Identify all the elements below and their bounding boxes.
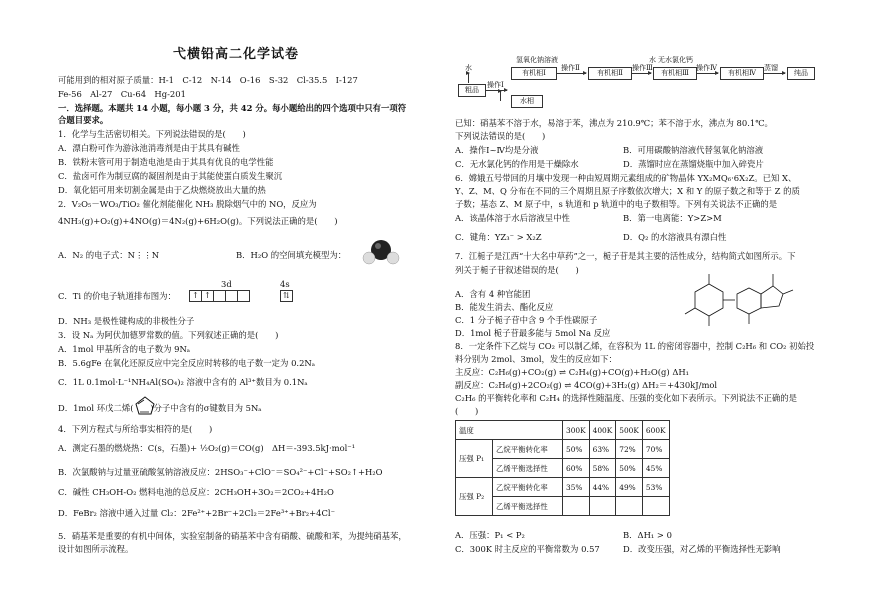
question-6-line2: Y、Z、M、Q 分布在不同的三个周期且原子序数依次增大；X 和 Y 的原子数之和等于 Z 的质 [455, 186, 800, 196]
q5-prompt: 下列说法错误的是( ) [455, 131, 546, 141]
section-heading-line2: 合题目要求。 [58, 115, 109, 125]
atomic-masses-line2: Fe-56 Al-27 Cu-64 Hg-201 [58, 89, 186, 99]
flow-crude-box: 粗品 [458, 84, 486, 97]
question-7-line1: 7．江栀子是江西“十大名中草药”之一，栀子苷是其主要的活性成分，结构简式如图所示。下 [455, 251, 796, 261]
q8-option-c: C．300K 时主反应的平衡常数为 0.57 [455, 544, 600, 554]
flow-pure-product-box: 纯品 [787, 67, 815, 80]
table-row-label-conv: 乙烷平衡转化率 [493, 478, 563, 497]
flow-op1-label: 操作Ⅰ [487, 81, 504, 89]
table-row [456, 421, 670, 440]
table-cell: 49% [616, 478, 643, 497]
question-7-line2: 列关于栀子苷叙述错误的是( ) [455, 265, 579, 275]
q8-option-b: B．ΔH₁ > 0 [623, 530, 672, 540]
water-space-filling-model [358, 236, 404, 268]
table-row-label-conv: 乙烷平衡转化率 [493, 440, 563, 459]
q3-option-c: C．1L 0.1mol·L⁻¹NH₄Al(SO₄)₂ 溶液中含有的 Al³⁺数目为 0.1Nₐ [58, 377, 308, 387]
q8-data-table [455, 420, 670, 516]
q4-option-a: A．测定石墨的燃烧热：C(s，石墨)+ ½O₂(g)＝CO(g) ΔH＝-393.5kJ·mol⁻¹ [58, 443, 356, 453]
q5-option-b: B．可用碳酸钠溶液代替氢氧化钠溶液 [623, 145, 764, 155]
question-1: 1．化学与生活密切相关。下列说法错误的是( ) [58, 129, 246, 139]
table-header-500k: 500K [616, 421, 643, 440]
q7-option-b: B．能发生消去、酯化反应 [455, 302, 554, 312]
q8-table-intro: C₂H₆ 的平衡转化率和 C₂H₄ 的选择性随温度、压强的变化如下表所示。下列说法不正确的是 [455, 393, 797, 403]
flow-organic-phase-4: 有机相Ⅳ [720, 67, 764, 80]
q5-given-info: 已知：硝基苯不溶于水，易溶于苯，沸点为 210.9℃；苯不溶于水，沸点为 80.1℃。 [455, 118, 773, 128]
table-pressure-p2: 压强 P₂ [456, 478, 493, 516]
section-heading-line1: 一．选择题。本题共 14 小题，每小题 3 分，共 42 分。每小题给出的四个选项中只有一项符 [58, 103, 407, 113]
question-8-line1: 8．一定条件下乙烷与 CO₂ 可以制乙烯，在容积为 1L 的密闭容器中，控制 C₂H₆ 和 CO₂ 初始投 [455, 341, 815, 351]
q2-option-c: C．Ti 的价电子轨道排布图为： [58, 291, 176, 301]
q6-option-d: D．Q₂ 的水溶液具有漂白性 [623, 232, 727, 242]
table-header-400k: 400K [589, 421, 616, 440]
table-pressure-p1: 压强 P₁ [456, 440, 493, 478]
orbital-3d-2: ↑ [201, 290, 214, 302]
q1-option-d: D．氧化铝可用来切割金属是由于乙炔燃烧放出大量的热 [58, 185, 266, 195]
q8-answer-blank: ( ) [455, 406, 479, 416]
question-8-line2: 料分别为 2mol、3mol，发生的反应如下： [455, 354, 617, 364]
table-cell: 35% [563, 478, 590, 497]
q4-option-d: D．FeBr₂ 溶液中通入过量 Cl₂：2Fe²⁺+2Br⁻+2Cl₂＝2Fe³⁺+Br₂+4Cl⁻ [58, 508, 335, 518]
question-4: 4．下列方程式与所给事实相符的是( ) [58, 424, 213, 434]
flow-arrow-2 [556, 73, 586, 74]
table-row-label-sel: 乙烯平衡选择性 [493, 459, 563, 478]
q6-option-b: B．第一电离能：Y>Z>M [623, 213, 722, 223]
flow-arrow-water1 [468, 73, 469, 83]
table-row-label-sel: 乙烯平衡选择性 [493, 497, 563, 516]
q2-option-a: A．N₂ 的电子式：N⋮⋮N [58, 250, 160, 260]
q5-option-d: D．蒸馏时应在蒸馏烧瓶中加入碎瓷片 [623, 159, 764, 169]
q7-option-a: A．含有 4 种官能团 [455, 289, 531, 299]
table-cell: 50% [616, 459, 643, 478]
q1-option-b: B．铁粉末管可用于制造电池是由于其具有优良的电学性能 [58, 157, 274, 167]
table-header-temp: 温度 [456, 421, 563, 440]
q3-option-a: A．1mol 甲基所含的电子数为 9Nₐ [58, 344, 190, 354]
orbital-4s: ⇅ [280, 290, 293, 302]
question-6-line1: 6．嫦娥五号带回的月壤中发现一种由短周期元素组成的矿物晶体 YX₂MQ₆·6X₂Z。已知 X、 [455, 173, 797, 183]
flow-arrow-4 [696, 73, 718, 74]
q2-equation: 4NH₃(g)+O₂(g)+4NO(g)＝4N₂(g)+6H₂O(g)。下列说法正确的是( ) [58, 216, 338, 226]
q1-option-c: C．盐卤可作为制豆腐的凝固剂是由于其能使蛋白质发生聚沉 [58, 171, 283, 181]
flow-organic-phase-1: 有机相Ⅰ [511, 67, 557, 80]
flow-water-label-1: 水 [465, 64, 472, 72]
q8-side-reaction: 副反应：C₂H₆(g)+2CO₂(g) ⇌ 4CO(g)+3H₂(g) ΔH₂＝+430kJ/mol [455, 380, 718, 390]
question-2: 2．V₂O₅－WO₃/TiO₂ 催化剂能催化 NH₃ 脱除烟气中的 NO，反应为 [58, 199, 317, 209]
q4-option-c: C．碱性 CH₃OH-O₂ 燃料电池的总反应：2CH₃OH+3O₂＝2CO₂+4H₂O [58, 487, 334, 497]
flow-organic-phase-3: 有机相Ⅲ [653, 67, 697, 80]
table-cell [589, 497, 616, 516]
table-cell [616, 497, 643, 516]
exam-title: 弋横铅高二化学试卷 [173, 47, 300, 62]
q2-option-d: D．NH₃ 是极性键构成的非极性分子 [58, 316, 195, 326]
table-cell [563, 497, 590, 516]
question-3: 3．设 Nₐ 为阿伏加德罗常数的值。下列叙述正确的是( ) [58, 330, 279, 340]
q6-option-a: A．该晶体溶于水后溶液呈中性 [455, 213, 570, 223]
orbital-label-3d: 3d [221, 279, 232, 289]
q2-option-b: B．H₂O 的空间填充模型为： [236, 250, 347, 260]
flow-cacl2-label: 无水氯化钙 [658, 56, 693, 64]
q8-option-d: D．改变压强，对乙烯的平衡选择性无影响 [623, 544, 781, 554]
q5-option-c: C．无水氯化钙的作用是干燥除水 [455, 159, 579, 169]
flow-aqueous-phase-box: 水相 [511, 95, 543, 108]
table-header-300k: 300K [563, 421, 590, 440]
table-cell: 58% [589, 459, 616, 478]
flow-naoh-label: 氢氧化钠溶液 [516, 56, 558, 64]
table-cell: 53% [642, 478, 669, 497]
question-5-line2: 设计如图所示流程。 [58, 544, 134, 554]
table-cell: 70% [642, 440, 669, 459]
q6-option-c: C．键角：YZ₃⁻ > X₂Z [455, 232, 542, 242]
q3-option-d: D．1mol 环戊二烯( )分子中含有的σ键数目为 5Nₐ [58, 403, 262, 413]
flow-op3-label: 操作Ⅲ [632, 64, 653, 72]
table-header-600k: 600K [642, 421, 669, 440]
q8-option-a: A．压强：P₁ < P₂ [455, 530, 525, 540]
flow-arrow-3 [631, 73, 651, 74]
flow-distill-label: 蒸馏 [764, 64, 778, 72]
flow-arrow-5 [763, 73, 785, 74]
orbital-label-4s: 4s [280, 279, 290, 289]
cyclopentadiene-structure [134, 395, 156, 417]
flow-organic-phase-2: 有机相Ⅱ [588, 67, 632, 80]
q4-option-b: B．次氯酸钠与过量亚硫酸氢钠溶液反应：2HSO₃⁻+ClO⁻＝SO₄²⁻+Cl⁻+SO₂↑+H₂O [58, 467, 383, 477]
question-5-line1: 5．硝基苯是重要的有机中间体，实验室制备的硝基苯中含有硝酸、硫酸和苯，为提纯硝基苯， [58, 531, 407, 541]
table-row [456, 440, 670, 459]
flow-water-label-2: 水 [649, 56, 656, 64]
geniposide-structure [675, 262, 805, 334]
table-row [456, 478, 670, 497]
q3-option-b: B．5.6gFe 在氧化还原反应中完全反应时转移的电子数一定为 0.2Nₐ [58, 358, 315, 368]
q5-option-a: A．操作Ⅰ~Ⅳ均是分液 [455, 145, 539, 155]
orbital-3d-5 [237, 290, 250, 302]
q8-main-reaction: 主反应：C₂H₆(g)+CO₂(g) ⇌ C₂H₄(g)+CO(g)+H₂O(g) ΔH₁ [455, 367, 690, 377]
table-cell: 50% [563, 440, 590, 459]
question-6-line3: 子数；基态 Z、M 原子中，s 轨道和 p 轨道中的电子数相等。下列有关说法不正确的是 [455, 199, 778, 209]
table-cell [642, 497, 669, 516]
table-cell: 60% [563, 459, 590, 478]
flow-arrow-down [500, 91, 501, 101]
q1-option-a: A．漂白粉可作为游泳池消毒剂是由于其具有碱性 [58, 143, 240, 153]
flow-op4-label: 操作Ⅳ [696, 64, 717, 72]
orbital-3d-1: ↑ [189, 290, 202, 302]
table-cell: 63% [589, 440, 616, 459]
q7-option-c: C．1 分子栀子苷中含 9 个手性碳原子 [455, 315, 598, 325]
atomic-masses-line1: 可能用到的相对原子质量：H-1 C-12 N-14 O-16 S-32 Cl-35.5 I-127 [58, 75, 358, 85]
q7-option-d: D．1mol 栀子苷最多能与 5mol Na 反应 [455, 328, 611, 338]
flow-arrow-1 [485, 90, 507, 91]
table-cell: 44% [589, 478, 616, 497]
table-cell: 45% [642, 459, 669, 478]
flow-op2-label: 操作Ⅱ [561, 64, 580, 72]
table-cell: 72% [616, 440, 643, 459]
